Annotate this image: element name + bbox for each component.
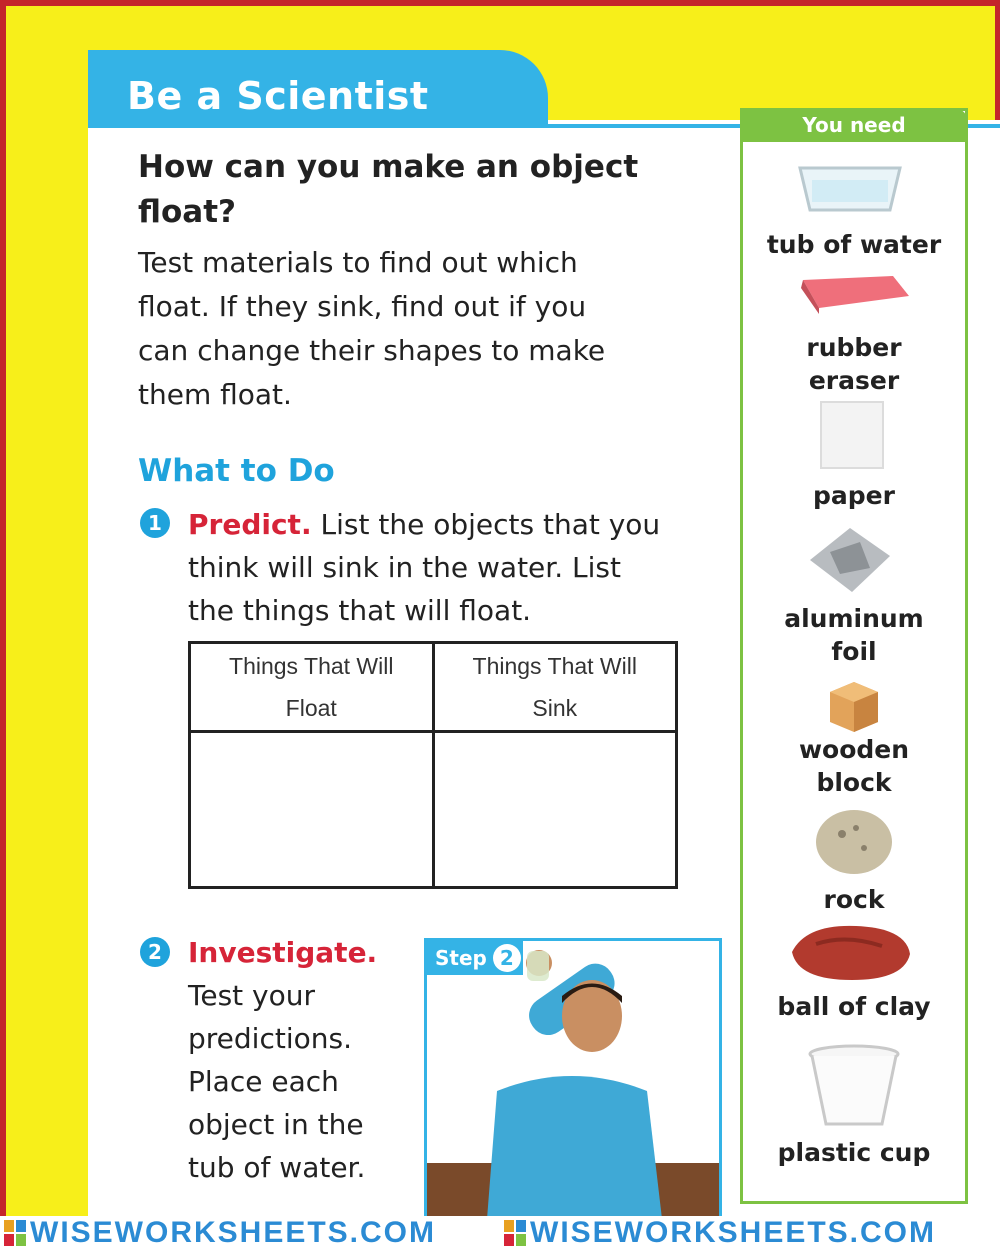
wiseworksheets-logo-icon [4, 1220, 26, 1246]
header-line: Things That Will [472, 653, 637, 679]
item-rock-label [740, 883, 968, 916]
sink-answer-cell[interactable] [433, 732, 677, 888]
float-column-header [190, 643, 434, 732]
boy-with-tub-illustration [427, 941, 719, 1219]
item-label-line: tub of water [766, 230, 942, 259]
item-tub-of-water-label [740, 228, 968, 261]
question-title: How can you make an object float? [138, 149, 639, 230]
header-line: Things That Will [229, 653, 394, 679]
step-1-label: Predict. [188, 508, 312, 541]
block-icon [826, 678, 882, 734]
step-2-line: Test your [188, 979, 315, 1012]
item-label-line: plastic cup [777, 1138, 931, 1167]
item-label-line: rock [823, 885, 885, 914]
intro-line: them float. [138, 378, 292, 411]
intro-line: float. If they sink, find out if you [138, 290, 587, 323]
intro-line: Test materials to find out which [138, 246, 578, 279]
item-plastic-cup-label [740, 1136, 968, 1169]
eraser-icon [795, 268, 915, 318]
item-label-line: rubber [806, 333, 902, 362]
table-header-row [190, 643, 677, 732]
item-ball-of-clay-label [740, 990, 968, 1023]
tub-icon [790, 150, 910, 220]
rock-icon [812, 804, 897, 876]
step-2-line: tub of water. [188, 1151, 366, 1184]
step-1-line: the things that will float. [188, 594, 532, 627]
step-2-line: predictions. [188, 1022, 352, 1055]
step-tag-number: 2 [493, 944, 521, 972]
header-line: Float [285, 695, 337, 721]
step-tag-label: Step [435, 946, 487, 970]
intro-text [138, 241, 668, 417]
step-2-text [188, 931, 418, 1189]
cup-icon [806, 1042, 902, 1132]
what-to-do-heading: What to Do [138, 453, 335, 489]
item-paper-label [740, 479, 968, 512]
item-label-line: eraser [808, 366, 900, 395]
sink-column-header [433, 643, 677, 732]
footer-site-text: WISEWORKSHEETS.COM [30, 1216, 437, 1249]
wiseworksheets-logo-icon [504, 1220, 526, 1246]
float-answer-cell[interactable] [190, 732, 434, 888]
step-tag [427, 941, 523, 975]
footer-site-text: WISEWORKSHEETS.COM [530, 1216, 937, 1249]
foil-icon [800, 522, 900, 597]
intro-line: can change their shapes to make [138, 334, 606, 367]
item-label-line: foil [831, 637, 877, 666]
step-2-number-badge: 2 [140, 937, 170, 967]
prediction-table [188, 641, 678, 889]
paper-icon [815, 398, 890, 473]
step-1-number-badge: 1 [140, 508, 170, 538]
step-2-line: Place each [188, 1065, 339, 1098]
step-2-line: object in the [188, 1108, 364, 1141]
investigation-photo [424, 938, 722, 1222]
step-1-line: think will sink in the water. List [188, 551, 621, 584]
banner-title: Be a Scientist [127, 74, 429, 118]
step-1-line-text: List the objects that you [320, 508, 661, 541]
item-rubber-eraser-label [740, 331, 968, 397]
you-need-heading: You need [740, 108, 968, 142]
step-1-text [188, 503, 688, 632]
header-line: Sink [532, 695, 578, 721]
step-1-line [188, 503, 688, 546]
clay-icon [786, 918, 916, 988]
item-aluminum-foil-label [740, 602, 968, 668]
item-label-line: paper [813, 481, 895, 510]
item-label-line: wooden [798, 735, 910, 764]
table-row [190, 732, 677, 888]
step-2-label: Investigate. [188, 936, 378, 969]
item-label-line: ball of clay [777, 992, 931, 1021]
item-label-line: block [816, 768, 892, 797]
item-wooden-block-label [740, 733, 968, 799]
item-label-line: aluminum [784, 604, 924, 633]
